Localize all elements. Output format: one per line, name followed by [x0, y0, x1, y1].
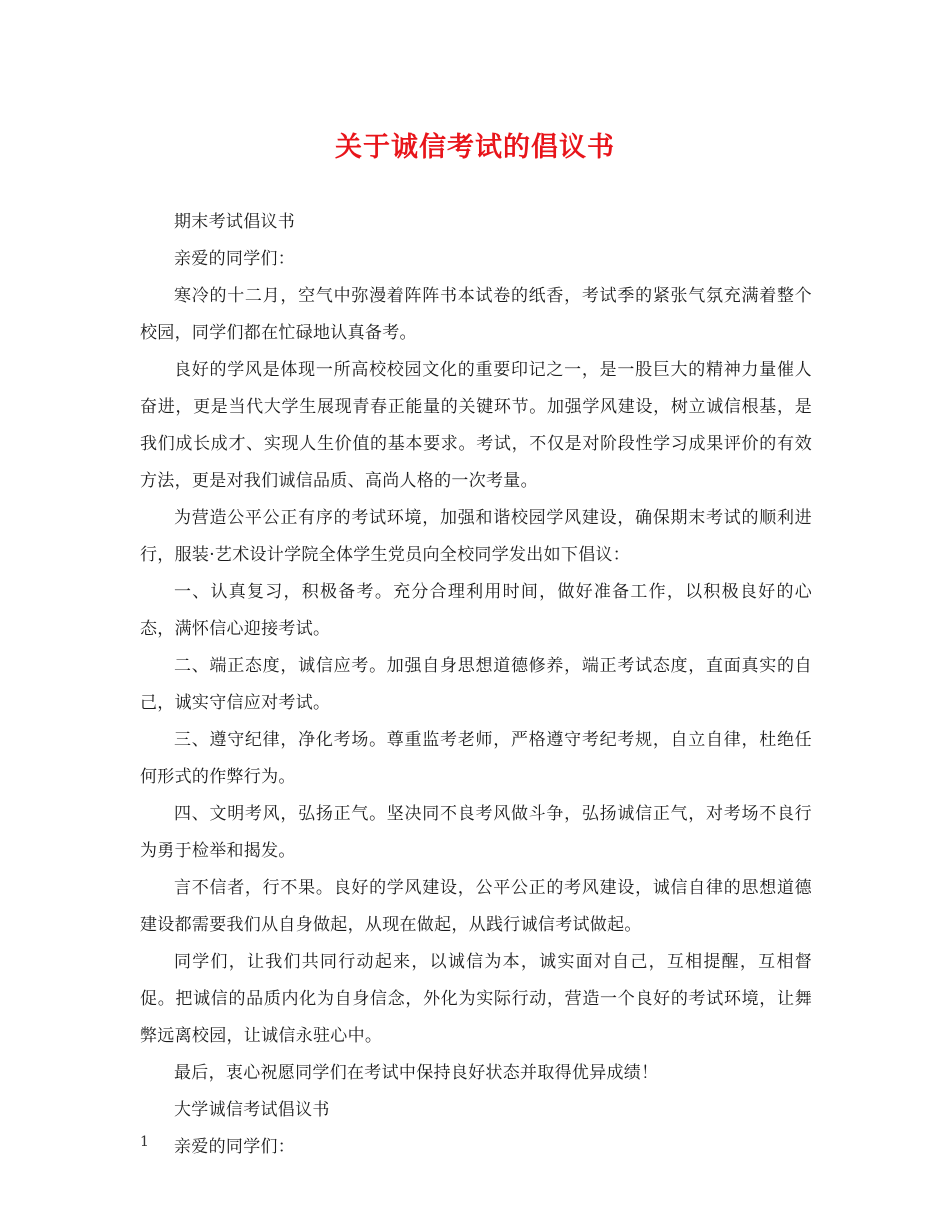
paragraph: 一、认真复习，积极备考。充分合理利用时间，做好准备工作，以积极良好的心态，满怀信心迎接考试。 [140, 582, 812, 639]
paragraph: 亲爱的同学们： [174, 249, 296, 269]
paragraph: 亲爱的同学们： [174, 1137, 296, 1157]
document-body [140, 204, 812, 1166]
paragraph: 良好的学风是体现一所高校校园文化的重要印记之一，是一股巨大的精神力量催人奋进，更是当代大学生展现青春正能量的关键环节。加强学风建设，树立诚信根基，是我们成长成才、实现人生价值的基本要求。考试，不仅是对阶段性学习成果评价的有效方法，更是对我们诚信品质、高尚人格的一次考量。 [140, 360, 812, 491]
paragraph: 最后，衷心祝愿同学们在考试中保持良好状态并取得优异成绩！ [174, 1063, 659, 1083]
page-number: 1 [140, 1134, 149, 1150]
paragraph: 同学们，让我们共同行动起来，以诚信为本，诚实面对自己，互相提醒，互相督促。把诚信的品质内化为自身信念，外化为实际行动，营造一个良好的考试环境，让舞弊远离校园，让诚信永驻心中。 [140, 952, 812, 1046]
paragraph: 四、文明考风，弘扬正气。坚决同不良考风做斗争，弘扬诚信正气，对考场不良行为勇于检举和揭发。 [140, 804, 812, 861]
paragraph: 言不信者，行不果。良好的学风建设，公平公正的考风建设，诚信自律的思想道德建设都需要我们从自身做起，从现在做起，从践行诚信考试做起。 [140, 878, 812, 935]
paragraph: 大学诚信考试倡议书 [174, 1100, 330, 1120]
paragraph: 三、遵守纪律，净化考场。尊重监考老师，严格遵守考纪考规，自立自律，杜绝任何形式的作弊行为。 [140, 730, 812, 787]
paragraph: 期末考试倡议书 [174, 212, 296, 232]
paragraph: 为营造公平公正有序的考试环境，加强和谐校园学风建设，确保期末考试的顺利进行，服装·艺术设计学院全体学生党员向全校同学发出如下倡议： [140, 508, 812, 565]
paragraph: 寒冷的十二月，空气中弥漫着阵阵书本试卷的纸香，考试季的紧张气氛充满着整个校园，同学们都在忙碌地认真备考。 [140, 286, 812, 343]
document-title: 关于诚信考试的倡议书 [335, 132, 615, 163]
paragraph: 二、端正态度，诚信应考。加强自身思想道德修养，端正考试态度，直面真实的自己，诚实守信应对考试。 [140, 656, 812, 713]
